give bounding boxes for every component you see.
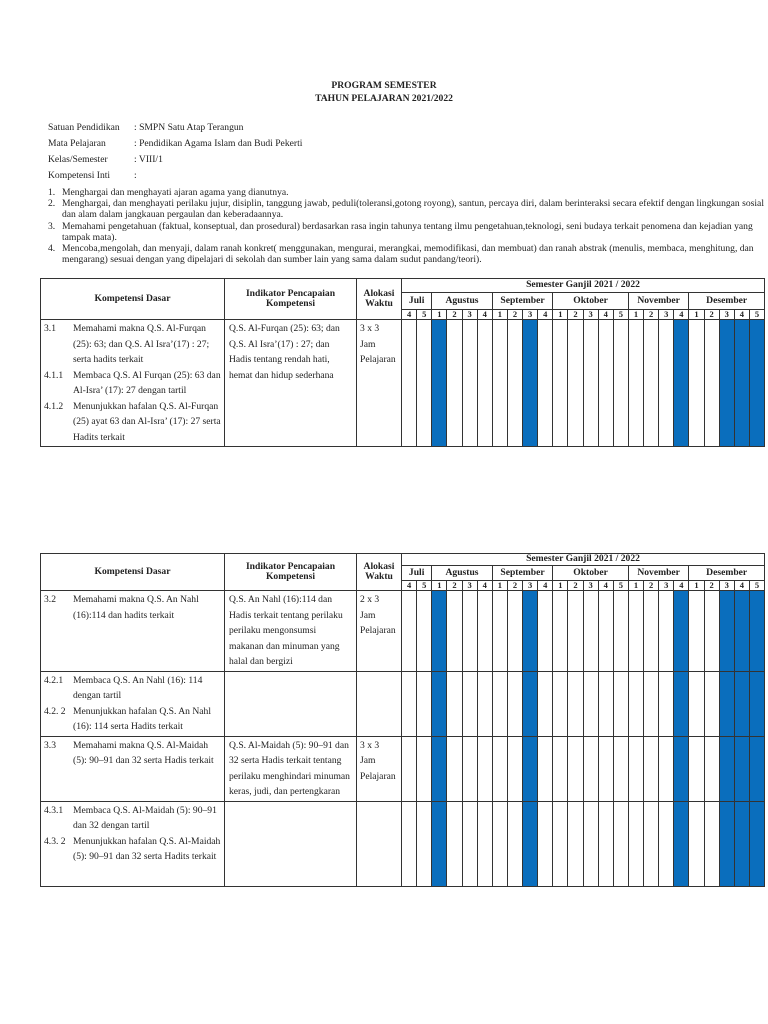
schedule-cell-filled — [734, 671, 749, 736]
header-week: 2 — [704, 581, 719, 591]
kompetensi-dasar-list — [41, 591, 224, 624]
schedule-cell — [644, 801, 659, 886]
schedule-cell — [583, 736, 598, 801]
header-week: 1 — [492, 581, 507, 591]
schedule-cell — [689, 671, 704, 736]
header-kompetensi-dasar: Kompetensi Dasar — [41, 279, 225, 320]
schedule-cell — [553, 320, 568, 447]
schedule-cell-filled — [719, 320, 734, 447]
indikator-cell — [225, 736, 357, 801]
schedule-cell — [583, 320, 598, 447]
schedule-cell — [553, 736, 568, 801]
schedule-cell — [613, 736, 628, 801]
schedule-cell — [689, 736, 704, 801]
schedule-cell — [553, 591, 568, 672]
alokasi-waktu-cell — [357, 320, 402, 447]
kompetensi-dasar-cell — [41, 591, 225, 672]
alokasi-line: 2 x 3 — [360, 594, 380, 605]
indikator-text — [225, 672, 356, 674]
header-week: 4 — [598, 310, 613, 320]
alokasi-waktu-cell — [357, 671, 402, 736]
header-week: 1 — [689, 581, 704, 591]
kd-text: Memahami makna Q.S. Al-Maidah (5): 90–91 dan 32 serta Hadis terkait — [73, 739, 214, 766]
schedule-cell — [538, 736, 553, 801]
schedule-cell — [704, 671, 719, 736]
header-week: 1 — [553, 310, 568, 320]
schedule-cell — [447, 671, 462, 736]
header-week: 2 — [644, 310, 659, 320]
schedule-cell-filled — [734, 801, 749, 886]
header-week: 4 — [734, 581, 749, 591]
kd-text: Menunjukkan hafalan Q.S. Al-Maidah (5): 90–91 dan 32 serta Hadits terkait — [73, 835, 221, 862]
item-text: Memahami pengetahuan (faktual, konseptual, dan prosedural) berdasarkan rasa ingin tahunya tentang ilmu pengetahuan,teknologi, seni budaya terkait penomena dan kejadian yang tampak mata). — [62, 220, 753, 243]
header-week: 4 — [538, 310, 553, 320]
indikator-cell — [225, 671, 357, 736]
header-week: 4 — [674, 310, 689, 320]
kompetensi-inti-colon: : — [134, 170, 137, 181]
schedule-cell — [402, 736, 417, 801]
schedule-cell — [598, 320, 613, 447]
schedule-cell-filled — [749, 736, 764, 801]
header-week: 4 — [674, 581, 689, 591]
schedule-cell — [689, 320, 704, 447]
table-row — [41, 320, 765, 447]
header-month: Oktober — [553, 566, 629, 581]
table-row — [41, 801, 765, 886]
kompetensi-inti-list — [48, 187, 764, 265]
header-month: November — [628, 293, 689, 310]
kompetensi-dasar-entry — [44, 673, 221, 704]
header-indikator: Indikator Pencapaian Kompetensi — [225, 554, 357, 591]
schedule-cell — [462, 736, 477, 801]
schedule-cell — [507, 671, 522, 736]
kompetensi-dasar-entry — [44, 704, 221, 735]
alokasi-waktu-text — [357, 320, 401, 369]
header-week: 1 — [689, 310, 704, 320]
kompetensi-dasar-entry — [44, 834, 221, 865]
header-week: 3 — [583, 310, 598, 320]
table-row — [41, 736, 765, 801]
schedule-cell — [447, 736, 462, 801]
schedule-cell — [628, 671, 643, 736]
schedule-cell — [477, 736, 492, 801]
header-week: 2 — [568, 310, 583, 320]
schedule-cell-filled — [719, 736, 734, 801]
table-row — [41, 671, 765, 736]
kd-number: 3.2 — [44, 594, 56, 605]
schedule-cell — [477, 591, 492, 672]
header-week: 5 — [749, 581, 764, 591]
header-alokasi-waktu: Alokasi Waktu — [357, 554, 402, 591]
schedule-cell — [402, 671, 417, 736]
schedule-cell-filled — [523, 736, 538, 801]
alokasi-line: Pelajaran — [360, 770, 396, 782]
schedule-cell — [447, 801, 462, 886]
header-month: Agustus — [432, 293, 493, 310]
kompetensi-inti-item — [48, 187, 764, 198]
kompetensi-dasar-entry — [44, 399, 221, 446]
schedule-cell — [417, 671, 432, 736]
header-week: 3 — [583, 581, 598, 591]
alokasi-line: Jam — [360, 338, 376, 350]
schedule-cell — [598, 801, 613, 886]
schedule-cell — [613, 591, 628, 672]
schedule-cell — [689, 801, 704, 886]
header-week: 5 — [613, 310, 628, 320]
header-week: 3 — [719, 581, 734, 591]
schedule-cell-filled — [432, 736, 447, 801]
meta-label: Mata Pelajaran — [48, 138, 106, 149]
item-number: 1. — [48, 187, 56, 198]
header-week: 4 — [402, 310, 417, 320]
schedule-cell — [598, 736, 613, 801]
schedule-cell-filled — [523, 591, 538, 672]
kompetensi-inti-item — [48, 198, 764, 220]
kd-number: 4.1.2 — [44, 400, 64, 412]
header-semester: Semester Ganjil 2021 / 2022 — [402, 554, 765, 566]
schedule-cell — [553, 671, 568, 736]
meta-label: Satuan Pendidikan — [48, 122, 120, 133]
schedule-cell — [644, 671, 659, 736]
header-week: 3 — [523, 310, 538, 320]
header-week: 5 — [417, 581, 432, 591]
meta-value: : VIII/1 — [134, 154, 163, 165]
meta-satuan-pendidikan — [48, 122, 243, 133]
schedule-cell — [659, 671, 674, 736]
schedule-cell — [492, 801, 507, 886]
header-month: Oktober — [553, 293, 629, 310]
meta-value: : SMPN Satu Atap Terangun — [134, 122, 244, 133]
header-week: 2 — [704, 310, 719, 320]
schedule-cell — [583, 671, 598, 736]
indikator-text: Q.S. Al-Furqan (25): 63; dan Q.S. Al Isra’(17) : 27; dan Hadis tentang rendah hati, hemat dan hidup sederhana — [229, 323, 340, 381]
schedule-cell — [704, 320, 719, 447]
header-week: 3 — [462, 310, 477, 320]
header-month: Juli — [402, 566, 432, 581]
schedule-cell — [447, 591, 462, 672]
schedule-cell — [704, 801, 719, 886]
kd-text: Memahami makna Q.S. Al-Furqan (25): 63; dan Q.S. Al Isra’(17) : 27; serta hadits terkait — [73, 323, 210, 365]
schedule-cell — [613, 671, 628, 736]
meta-value: : Pendidikan Agama Islam dan Budi Pekerti — [134, 138, 303, 149]
schedule-cell — [507, 736, 522, 801]
header-week: 1 — [432, 310, 447, 320]
schedule-cell-filled — [674, 801, 689, 886]
header-week: 5 — [749, 310, 764, 320]
schedule-cell-filled — [432, 801, 447, 886]
alokasi-line: Pelajaran — [360, 625, 396, 636]
header-kompetensi-dasar: Kompetensi Dasar — [41, 554, 225, 591]
header-week: 4 — [538, 581, 553, 591]
schedule-cell — [568, 320, 583, 447]
schedule-cell-filled — [749, 591, 764, 672]
schedule-cell-filled — [432, 320, 447, 447]
header-week: 3 — [719, 310, 734, 320]
alokasi-line: Jam — [360, 609, 376, 621]
header-week: 2 — [507, 310, 522, 320]
kd-text: Menunjukkan hafalan Q.S. An Nahl (16): 114 serta Hadits terkait — [73, 705, 212, 732]
kd-number: 3.1 — [44, 323, 56, 334]
kd-number: 4.2. 2 — [44, 705, 66, 717]
alokasi-waktu-text — [357, 591, 401, 640]
schedule-cell — [628, 801, 643, 886]
program-semester-table-2 — [40, 553, 765, 887]
kompetensi-inti-label: Kompetensi Inti — [48, 170, 111, 181]
schedule-cell-filled — [749, 320, 764, 447]
header-week: 4 — [402, 581, 417, 591]
schedule-cell-filled — [734, 320, 749, 447]
schedule-cell — [583, 591, 598, 672]
kompetensi-dasar-list — [41, 737, 224, 770]
schedule-cell — [644, 320, 659, 447]
schedule-cell — [644, 736, 659, 801]
kd-text: Membaca Q.S. Al Furqan (25): 63 dan Al-Isra’ (17): 27 dengan tartil — [73, 369, 221, 396]
schedule-cell-filled — [734, 591, 749, 672]
header-week: 1 — [628, 581, 643, 591]
header-week: 2 — [447, 310, 462, 320]
header-indikator: Indikator Pencapaian Kompetensi — [225, 279, 357, 320]
header-week: 2 — [447, 581, 462, 591]
alokasi-waktu-cell — [357, 801, 402, 886]
header-month: September — [492, 566, 553, 581]
header-week: 4 — [477, 310, 492, 320]
schedule-cell — [659, 591, 674, 672]
item-number: 3. — [48, 220, 56, 232]
header-semester: Semester Ganjil 2021 / 2022 — [402, 279, 765, 293]
kd-number: 4.2.1 — [44, 674, 64, 686]
document-title: PROGRAM SEMESTER — [331, 80, 437, 91]
schedule-cell — [613, 320, 628, 447]
schedule-cell — [507, 801, 522, 886]
schedule-cell — [538, 671, 553, 736]
kompetensi-dasar-entry — [44, 368, 221, 399]
indikator-cell — [225, 320, 357, 447]
item-number: 4. — [48, 243, 56, 255]
schedule-cell-filled — [719, 591, 734, 672]
kompetensi-dasar-cell — [41, 320, 225, 447]
kompetensi-dasar-cell — [41, 671, 225, 736]
schedule-cell — [462, 320, 477, 447]
schedule-cell-filled — [674, 736, 689, 801]
schedule-cell — [628, 736, 643, 801]
schedule-cell — [477, 320, 492, 447]
schedule-cell-filled — [523, 320, 538, 447]
header-week: 1 — [492, 310, 507, 320]
schedule-cell — [492, 320, 507, 447]
kompetensi-inti-item — [48, 221, 764, 243]
schedule-cell — [477, 671, 492, 736]
item-text: Mencoba,mengolah, dan menyaji, dalam ranah konkret( menggunakan, mengurai, merangkai, memodifikasi, dan membuat) dan ranah abstrak (menulis, membaca, menghitung, dan mengarang) sesuai dengan yang dipelajari di sekolah dan sumber lain yang sama dalam sudut pandang/teori). — [62, 243, 754, 266]
header-week: 1 — [628, 310, 643, 320]
kompetensi-dasar-list — [41, 802, 224, 866]
header-month: November — [628, 566, 689, 581]
schedule-cell — [538, 320, 553, 447]
schedule-cell — [402, 801, 417, 886]
schedule-cell — [492, 671, 507, 736]
item-text: Menghargai dan menghayati ajaran agama yang dianutnya. — [62, 187, 289, 198]
indikator-text: Q.S. Al-Maidah (5): 90–91 dan 32 serta Hadis terkait tentang perilaku menghindari minuman keras, judi, dan pertengkaran — [229, 739, 350, 797]
schedule-cell — [477, 801, 492, 886]
meta-label: Kelas/Semester — [48, 154, 108, 165]
table-row — [41, 591, 765, 672]
schedule-cell-filled — [719, 801, 734, 886]
header-week: 3 — [659, 310, 674, 320]
indikator-text: Q.S. An Nahl (16):114 dan Hadis terkait tentang perilaku perilaku mengonsumsi makanan dan minuman yang halal dan bergizi — [229, 594, 343, 667]
kd-number: 3.3 — [44, 739, 56, 751]
schedule-cell — [462, 671, 477, 736]
schedule-cell — [689, 591, 704, 672]
kd-number: 4.1.1 — [44, 369, 64, 381]
header-week: 4 — [477, 581, 492, 591]
kd-number: 4.3.1 — [44, 804, 64, 816]
program-semester-table-1 — [40, 278, 765, 447]
kd-text: Menunjukkan hafalan Q.S. Al-Furqan (25) ayat 63 dan Al-Isra’ (17): 27 serta Hadits terkait — [73, 400, 221, 443]
header-week: 5 — [417, 310, 432, 320]
kd-text: Membaca Q.S. Al-Maidah (5): 90–91 dan 32 dengan tartil — [73, 804, 217, 831]
schedule-cell — [553, 801, 568, 886]
kompetensi-inti-item — [48, 243, 764, 265]
header-month: Desember — [689, 566, 765, 581]
alokasi-waktu-text — [357, 802, 401, 804]
schedule-cell — [568, 591, 583, 672]
schedule-cell — [613, 801, 628, 886]
schedule-cell — [659, 801, 674, 886]
schedule-cell — [598, 591, 613, 672]
header-week: 1 — [553, 581, 568, 591]
header-month: Agustus — [432, 566, 493, 581]
kompetensi-dasar-cell — [41, 801, 225, 886]
alokasi-line: Pelajaran — [360, 354, 396, 365]
schedule-cell — [628, 591, 643, 672]
header-week: 1 — [432, 581, 447, 591]
header-week: 4 — [598, 581, 613, 591]
schedule-cell — [462, 591, 477, 672]
header-week: 3 — [462, 581, 477, 591]
kd-text: Memahami makna Q.S. An Nahl (16):114 dan hadits terkait — [73, 594, 199, 621]
header-week: 3 — [523, 581, 538, 591]
schedule-cell — [402, 320, 417, 447]
schedule-cell — [492, 736, 507, 801]
kompetensi-dasar-list — [41, 672, 224, 736]
header-month: Juli — [402, 293, 432, 310]
alokasi-line: 3 x 3 — [360, 739, 380, 751]
schedule-cell — [417, 591, 432, 672]
indikator-cell — [225, 591, 357, 672]
alokasi-waktu-cell — [357, 591, 402, 672]
schedule-cell — [568, 801, 583, 886]
schedule-cell — [538, 801, 553, 886]
schedule-cell — [704, 591, 719, 672]
alokasi-line: Jam — [360, 755, 376, 766]
kompetensi-dasar-entry — [44, 592, 221, 623]
schedule-cell — [507, 320, 522, 447]
schedule-cell-filled — [674, 671, 689, 736]
schedule-cell — [462, 801, 477, 886]
schedule-cell — [417, 736, 432, 801]
schedule-cell-filled — [734, 736, 749, 801]
alokasi-waktu-text — [357, 737, 401, 786]
header-alokasi-waktu: Alokasi Waktu — [357, 279, 402, 320]
schedule-cell-filled — [749, 671, 764, 736]
schedule-cell — [417, 801, 432, 886]
meta-mata-pelajaran — [48, 138, 302, 149]
kompetensi-dasar-list — [41, 320, 224, 446]
schedule-cell-filled — [719, 671, 734, 736]
schedule-cell-filled — [749, 801, 764, 886]
kd-text: Membaca Q.S. An Nahl (16): 114 dengan tartil — [73, 674, 203, 701]
schedule-cell — [568, 736, 583, 801]
schedule-cell — [628, 320, 643, 447]
schedule-cell-filled — [523, 801, 538, 886]
kompetensi-dasar-entry — [44, 321, 221, 368]
indikator-text — [225, 802, 356, 804]
schedule-cell — [402, 591, 417, 672]
schedule-cell — [659, 736, 674, 801]
header-week: 4 — [734, 310, 749, 320]
meta-kelas-semester — [48, 154, 163, 165]
schedule-cell-filled — [523, 671, 538, 736]
kompetensi-dasar-entry — [44, 738, 221, 769]
kompetensi-dasar-cell — [41, 736, 225, 801]
alokasi-waktu-cell — [357, 736, 402, 801]
header-week: 2 — [644, 581, 659, 591]
schedule-cell-filled — [674, 591, 689, 672]
schedule-cell — [704, 736, 719, 801]
alokasi-waktu-text — [357, 672, 401, 674]
schedule-cell — [659, 320, 674, 447]
header-week: 3 — [659, 581, 674, 591]
schedule-cell — [538, 591, 553, 672]
indikator-cell — [225, 801, 357, 886]
header-week: 5 — [613, 581, 628, 591]
document-subtitle: TAHUN PELAJARAN 2021/2022 — [315, 93, 453, 104]
header-week: 2 — [507, 581, 522, 591]
header-week: 2 — [568, 581, 583, 591]
schedule-cell — [568, 671, 583, 736]
kompetensi-dasar-entry — [44, 803, 221, 834]
header-month: September — [492, 293, 553, 310]
item-number: 2. — [48, 198, 56, 210]
schedule-cell — [598, 671, 613, 736]
schedule-cell — [492, 591, 507, 672]
schedule-cell-filled — [432, 591, 447, 672]
item-text: Menghargai, dan menghayati perilaku jujur, disiplin, tanggung jawab, peduli(toleransi,gotong royong), santun, percaya diri, dalam berinteraksi secara efektif dengan lingkungan sosial dan alam dalam jangkauan pergaulan dan keberadaannya. — [62, 198, 764, 221]
schedule-cell — [583, 801, 598, 886]
kd-number: 4.3. 2 — [44, 835, 66, 847]
header-month: Desember — [689, 293, 765, 310]
schedule-cell — [447, 320, 462, 447]
schedule-cell — [644, 591, 659, 672]
schedule-cell — [417, 320, 432, 447]
alokasi-line: 3 x 3 — [360, 323, 380, 334]
schedule-cell-filled — [674, 320, 689, 447]
schedule-cell-filled — [432, 671, 447, 736]
schedule-cell — [507, 591, 522, 672]
